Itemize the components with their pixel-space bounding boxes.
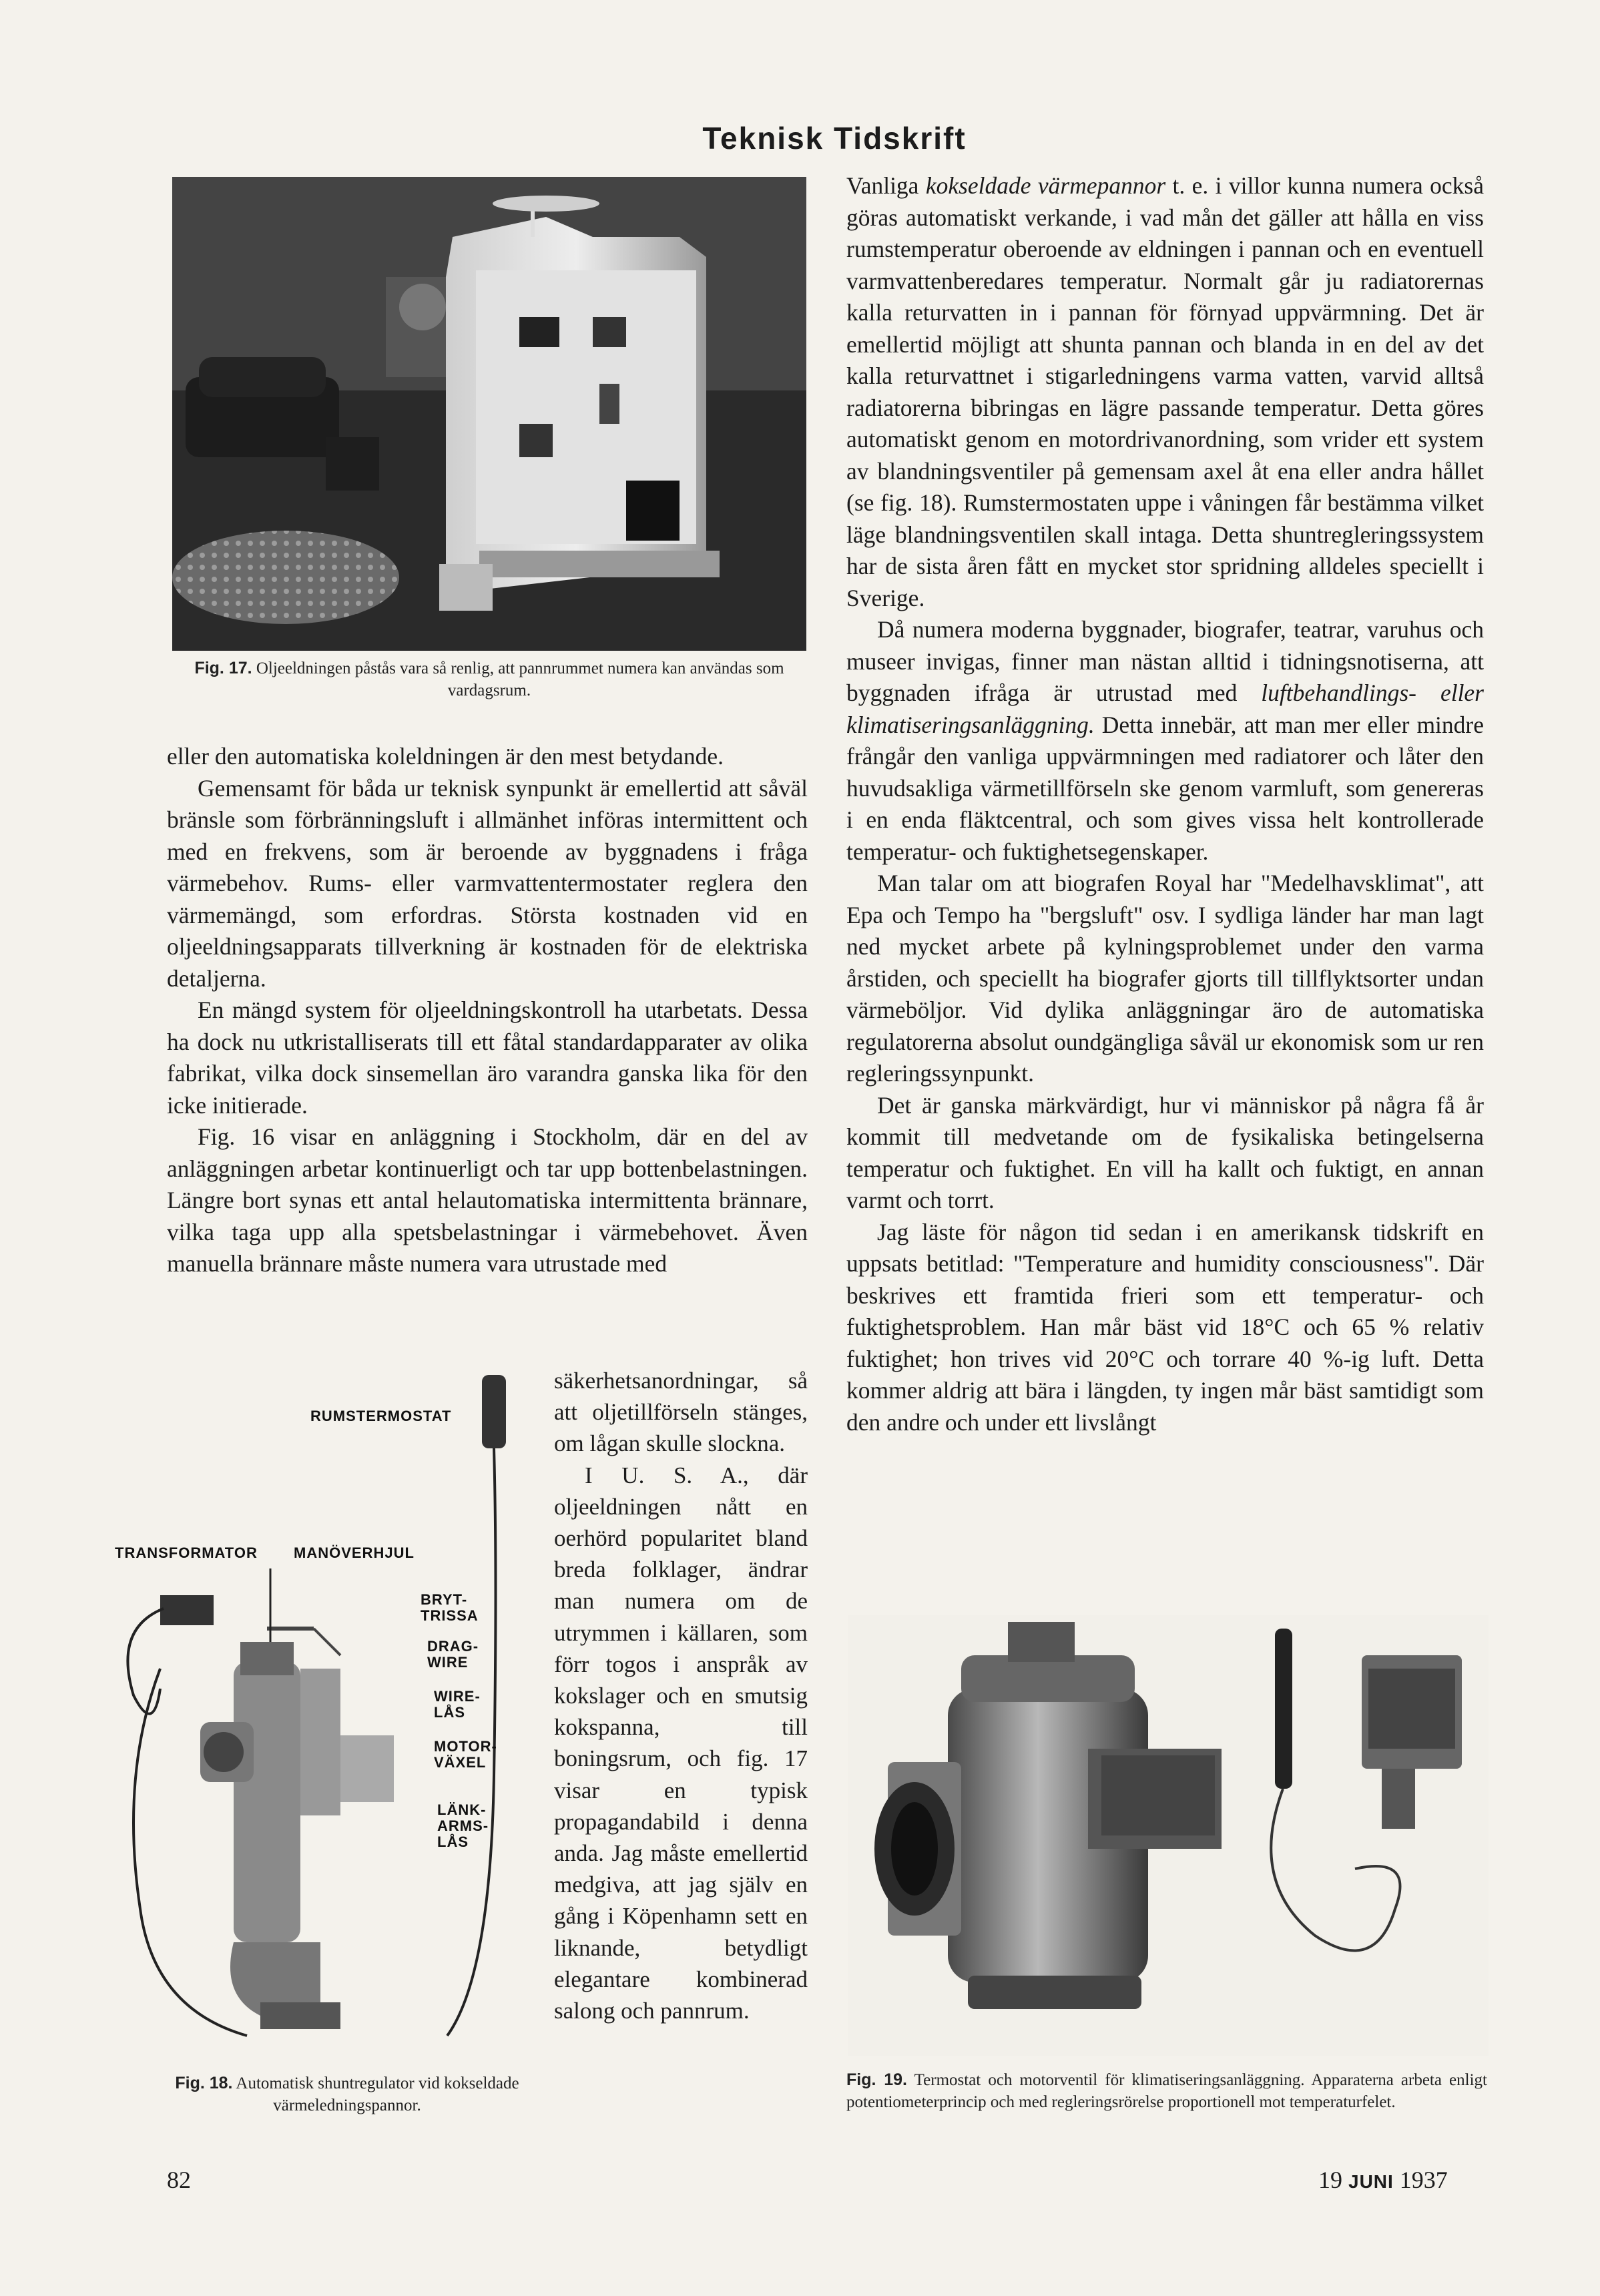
fig17-label: Fig. 17. (194, 659, 252, 677)
label-wirelas-line-1: WIRE- (434, 1688, 481, 1705)
right-paragraph-5: Jag läste för någon tid sedan i en amerikansk tidskrift en uppsats betitlad: "Temperature and humidity consciousness". Där beskrives ett framtida frieri som ett temperatur- och fuktighetsproblem. Han mår bäst vid 18°C och 65 % relativ fuktighet; hon trives vid 20°C och torrare 40 %-ig luft. Detta kommer aldrig att bära i längden, ty ingen mår bäst samtidigt som den andre och under ett livslångt (846, 1218, 1484, 1436)
issue-date-month: JUNI (1348, 2171, 1394, 2192)
left-paragraph-4: Fig. 16 visar en anläggning i Stockholm, där en del av anläggningen arbetar kontinuerligt och tar upp bottenbelastningen. Längre bort synas ett antal helautomatiska intermittenta brännare, vilka taga upp alla spetsbelastningar i värmebehovet. Även manuella brännare måste numera vara utrustade med (167, 1123, 808, 1277)
fig17-photo (172, 177, 806, 651)
fig18-caption-text: Automatisk shuntregulator vid kokseldade värmeledningspannor. (236, 2074, 519, 2114)
label-lankarmslas (437, 1802, 489, 1850)
label-dragwire-line-2: WIRE (427, 1654, 469, 1671)
right-p2-emphasis: luftbehandlings- eller klimatiseringsanläggning. (846, 679, 1484, 738)
left-paragraph-2: Gemensamt för båda ur teknisk synpunkt är emellertid att såväl bränsle som förbränningsluft i allmänhet införas intermittent och med en frekvens, som är beroende av byggnadens i fråga värmebehov. Rums- eller varmvattentermostater reglera den värmemängd, som erfordras. Största kostnaden vid en oljeeldningsapparats tillverkning är kostnaden för de elektriska detaljerna. (167, 774, 808, 992)
fig17-caption (172, 657, 806, 701)
right-paragraph-1 (846, 170, 1484, 614)
issue-date-day: 19 (1318, 2167, 1342, 2193)
right-p2-post: Detta innebär, att man mer eller mindre frångår den vanliga uppvärmningen med radiatorer och låter den huvudsakliga värmetillförseln ske genom varmluft, som genereras i en enda fläktcentral, och som gives vissa helt kontrollerade temperatur- och fuktighetsegenskaper. (846, 711, 1484, 865)
right-p1-pre: Vanliga (846, 172, 926, 199)
page-number: 82 (167, 2167, 191, 2193)
right-p1-post: t. e. i villor kunna numera också göras automatiskt verkande, i vad mån det gäller att hålla en viss rumstemperatur oberoende av eldningen i pannan och en eventuell varmvattenberedares temperatur. Normalt går ju radiatorernas kalla returvatten in i pannan för förnyad uppvärmning. Det är emellertid möjligt att shunta pannan och blanda in en del av det kalla returvattnet i stigarledningens varma vatten, varvid alltså radiatorerna bibringas en lägre passande temperatur. Detta göres automatiskt genom en motordrivanordning, som vrider ett system av blandningsventiler på gemensam axel åt ena eller andra hållet (se fig. 18). Rumstermostaten uppe i våningen får bestämma vilket läge blandningsventilen skall intaga. Detta shuntregleringssystem har de sista åren fått en mycket stor spridning alldeles speciellt i Sverige. (846, 172, 1484, 611)
right-paragraph-2 (846, 614, 1484, 868)
label-bryttrissa-line-2: TRISSA (421, 1607, 479, 1624)
label-bryttrissa (421, 1592, 479, 1624)
label-rumstermostat: RUMSTERMOSTAT (310, 1408, 452, 1424)
label-lankarmslas-line-1: LÄNK- (437, 1801, 487, 1818)
issue-date (1318, 2166, 1448, 2194)
label-motorvaxel (434, 1739, 497, 1771)
fig18-diagram (100, 1375, 527, 2056)
narrow-paragraph-2: I U. S. A., där oljeeldningen nått en oerhörd popularitet bland breda folklager, ändrar man numera om de utrymmen i källaren, som förr togos i anspråk av kokslager och en smutsig kokspanna, till boningsrum, och fig. 17 visar en typisk propagandabild i denna anda. Jag måste emellertid medgiva, att jag själv en gång i Köpenhamn sett en liknande, betydligt elegantare kombinerad salong och pannrum. (554, 1462, 808, 2024)
right-column (846, 170, 1484, 1438)
fig17-caption-text: Oljeeldningen påstås vara så renlig, att pannrummet numera kan användas som vardagsrum. (256, 659, 784, 699)
label-lankarmslas-line-3: LÅS (437, 1833, 469, 1850)
narrow-paragraph-1: säkerhetsanordningar, så att oljetillförseln stänges, om lågan skulle slockna. (554, 1368, 808, 1457)
label-wirelas (434, 1689, 481, 1721)
right-p2-pre: Då numera moderna byggnader, biografer, teatrar, varuhus och museer invigas, finner man nästan alltid i tidningsnotiserna, att byggnaden ifråga är utrustad med (846, 616, 1484, 706)
fig18-caption (160, 2072, 534, 2116)
right-paragraph-4: Det är ganska märkvärdigt, hur vi människor på några få år kommit till medvetande om de fysikaliska betingelserna temperatur och fuktighet. En vill ha kallt och fuktigt, en annan varmt och torrt. (846, 1091, 1484, 1213)
label-motorvaxel-line-1: MOTOR- (434, 1738, 497, 1755)
label-dragwire-line-1: DRAG- (427, 1638, 479, 1655)
label-wirelas-line-2: LÅS (434, 1704, 465, 1721)
narrow-column (554, 1365, 808, 2026)
label-motorvaxel-line-2: VÄXEL (434, 1754, 487, 1771)
label-transformator: TRANSFORMATOR (115, 1544, 258, 1561)
fig19-label: Fig. 19. (846, 2070, 907, 2089)
right-p1-emphasis: kokseldade värmepannor (925, 172, 1166, 199)
fig18-label: Fig. 18. (175, 2074, 233, 2092)
journal-header: Teknisk Tidskrift (702, 121, 967, 156)
left-paragraph-1: eller den automatiska koleldningen är den mest betydande. (167, 743, 724, 770)
issue-date-year: 1937 (1399, 2167, 1448, 2193)
left-column (167, 741, 808, 1280)
fig19-caption (846, 2069, 1487, 2113)
label-manoverhjul: MANÖVERHJUL (294, 1544, 415, 1561)
fig19-caption-text: Termostat och motorventil för klimatiseringsanläggning. Apparaterna arbeta enligt potentiometerprincip och med regleringsrörelse proportionell mot temperaturfelet. (846, 2071, 1487, 2111)
label-bryttrissa-line-1: BRYT- (421, 1591, 468, 1608)
fig19-photo (848, 1615, 1489, 2056)
left-paragraph-3: En mängd system för oljeeldningskontroll ha utarbetats. Dessa ha dock nu utkristalliserats till ett fåtal standardapparater av olika fabrikat, vilka dock sinsemellan äro varandra ganska lika för den icke initierade. (167, 996, 808, 1119)
label-dragwire (427, 1639, 479, 1671)
label-lankarmslas-line-2: ARMS- (437, 1817, 489, 1834)
right-paragraph-3: Man talar om att biografen Royal har "Medelhavsklimat", att Epa och Tempo ha "bergsluft" osv. I sydliga länder har man lagt ned mycket arbete på kylningsproblemet under den varma årstiden, och speciellt ha biografer gjorts till tillflyktsorter undan värmeböljor. Vid dylika anläggningar äro de automatiska regulatorerna absolut oundgängliga såväl ur ekonomisk som ur ren regleringssynpunkt. (846, 870, 1484, 1087)
